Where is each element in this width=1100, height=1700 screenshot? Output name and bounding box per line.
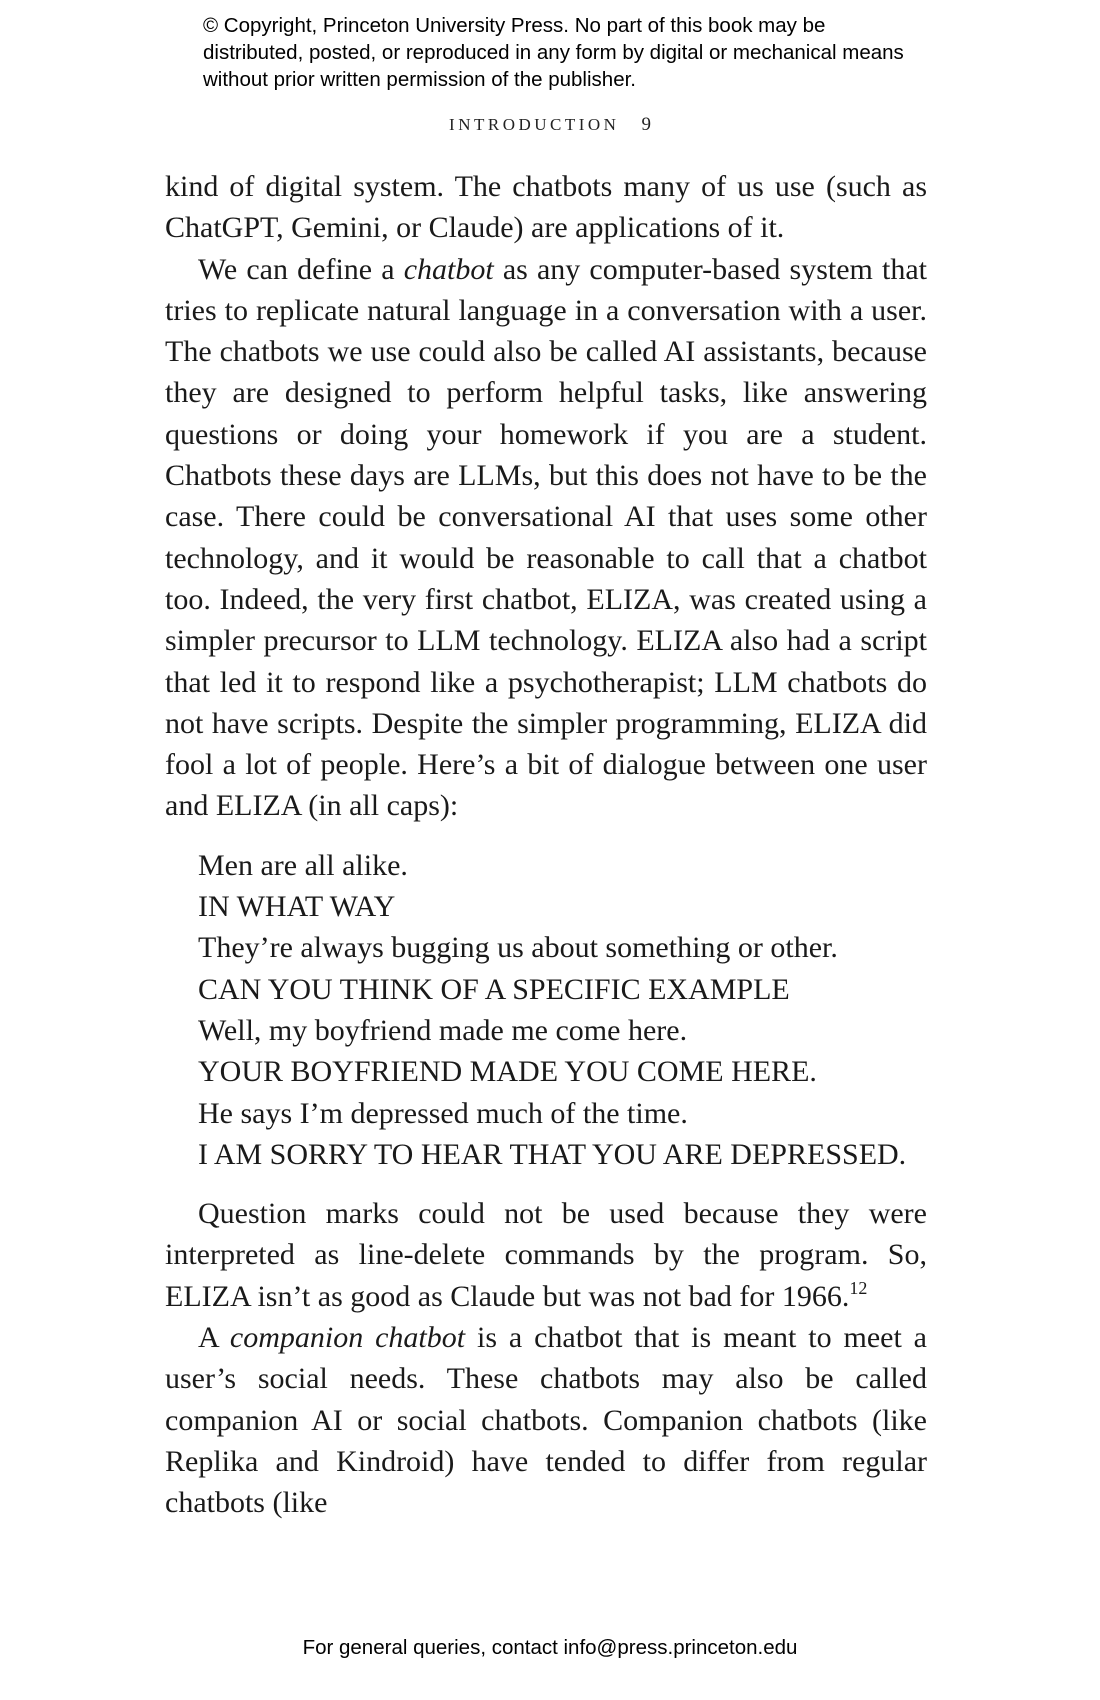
- paragraph-4-lead: A: [198, 1321, 230, 1355]
- paragraph-3: [165, 1193, 927, 1317]
- paragraph-4: [165, 1317, 927, 1523]
- footer-contact: For general queries, contact info@press.princeton.edu: [302, 1636, 798, 1659]
- page-number: 9: [641, 114, 651, 135]
- dialogue-line: CAN YOU THINK OF A SPECIFIC EXAMPLE: [198, 972, 790, 1006]
- dialogue-line: I AM SORRY TO HEAR THAT YOU ARE DEPRESSED.: [198, 1137, 907, 1171]
- dialogue-line: They’re always bugging us about something or other.: [198, 931, 838, 965]
- dialogue-line: YOUR BOYFRIEND MADE YOU COME HERE.: [198, 1055, 817, 1089]
- paragraph-2: [165, 249, 927, 827]
- paragraph-1: kind of digital system. The chatbots many of us use (such as ChatGPT, Gemini, or Claude) are applications of it.: [165, 170, 927, 245]
- paragraph-4-rest: is a chatbot that is meant to meet a user’s social needs. These chatbots may also be called companion AI or social chatbots. Companion chatbots (like Replika and Kindroid) have tended to differ from regular chatbots (like: [165, 1321, 927, 1520]
- paragraph-2-rest: as any computer-based system that tries to replicate natural language in a conversation with a user. The chatbots we use could also be called AI assistants, because they are designed to perform helpful tasks, like answering questions or doing your homework if you are a student. Chatbots these days are LLMs, but this does not have to be the case. There could be conversational AI that uses some other technology, and it would be reasonable to call that a chatbot too. Indeed, the very first chatbot, ELIZA, was created using a simpler precursor to LLM technology. ELIZA also had a script that led it to respond like a psychotherapist; LLM chatbots do not have scripts. Despite the simpler programming, ELIZA did fool a lot of people. Here’s a bit of dialogue between one user and ELIZA (in all caps):: [165, 252, 927, 823]
- dialogue-line: Well, my boyfriend made me come here.: [198, 1013, 688, 1047]
- dialogue-line: IN WHAT WAY: [198, 890, 396, 924]
- copyright-notice: © Copyright, Princeton University Press. No part of this book may be distributed, posted, or reproduced in any form by digital or mechanical means without prior written permission of the publisher.: [203, 14, 904, 91]
- paragraph-2-lead: We can define a: [198, 252, 404, 286]
- footnote-reference: 12: [849, 1277, 868, 1298]
- term-companion-chatbot: companion chatbot: [229, 1321, 466, 1355]
- dialogue-line: He says I’m depressed much of the time.: [198, 1096, 688, 1130]
- eliza-dialogue: [198, 845, 927, 1175]
- term-chatbot: chatbot: [403, 252, 494, 286]
- running-head-title: INTRODUCTION: [449, 115, 620, 134]
- paragraph-3-text: Question marks could not be used because they were interpreted as line-delete commands by the program. So, ELIZA isn’t as good as Claude but was not bad for 1966.: [165, 1197, 927, 1313]
- dialogue-line: Men are all alike.: [198, 848, 408, 882]
- body-text: [165, 166, 927, 1524]
- running-head: [0, 114, 1100, 136]
